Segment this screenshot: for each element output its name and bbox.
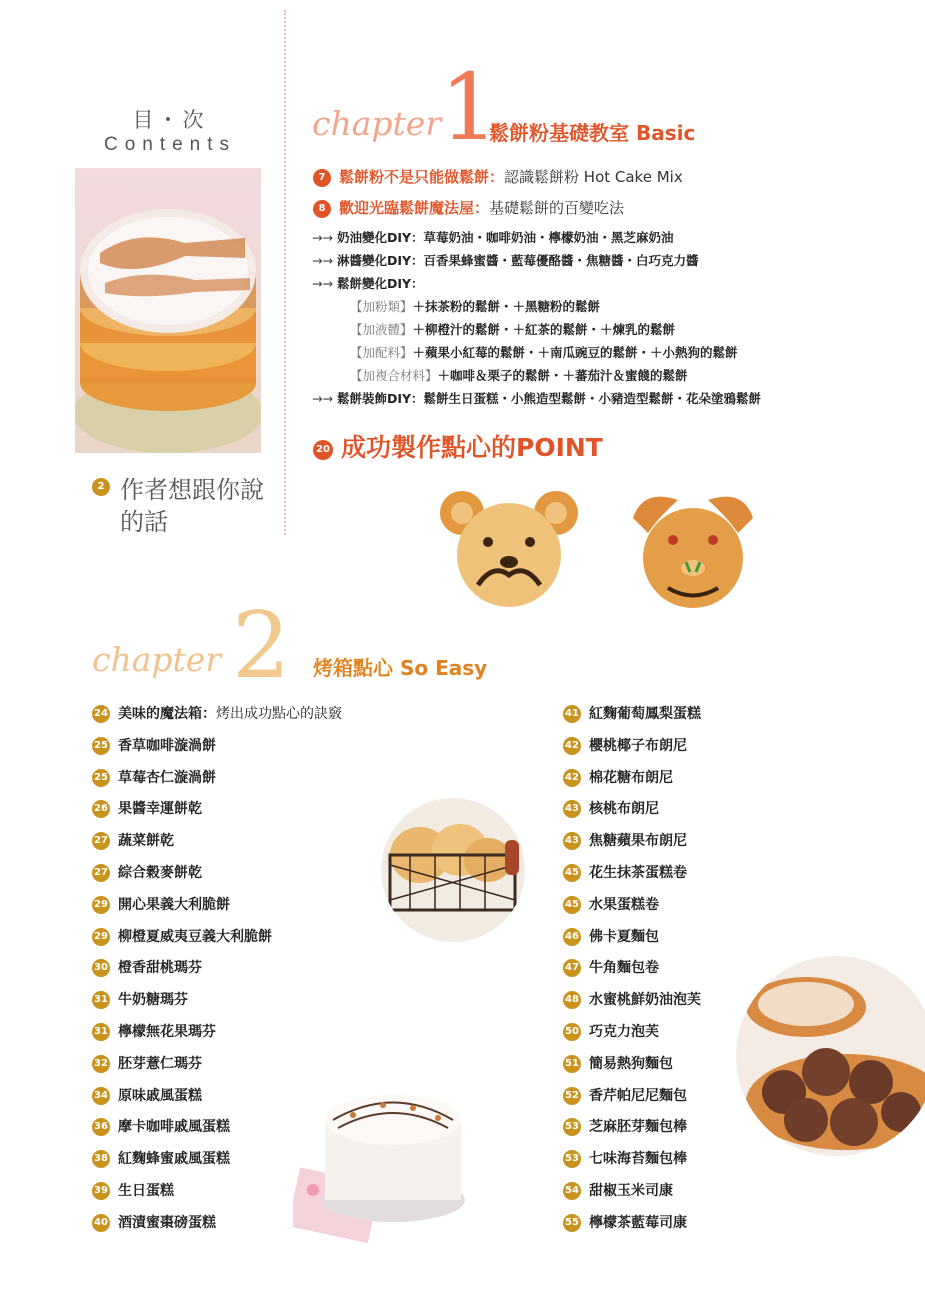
list-item[interactable]: [563, 1212, 687, 1232]
entry-text: 櫻桃椰子布朗尼: [589, 737, 687, 754]
page-badge: 27: [92, 832, 110, 850]
list-item[interactable]: [563, 798, 659, 818]
list-item[interactable]: [563, 1085, 687, 1105]
entry-text: 酒漬蜜棗磅蛋糕: [118, 1214, 216, 1231]
list-item[interactable]: [92, 767, 216, 787]
sub-variation-entry[interactable]: [350, 343, 738, 361]
point-title: 成功製作點心的POINT: [341, 433, 603, 462]
entry-text: 橙香甜桃瑪芬: [118, 960, 202, 977]
chiffon-cake-photo: [293, 1080, 473, 1245]
variation-entry[interactable]: [312, 274, 424, 292]
list-item[interactable]: [92, 1212, 216, 1232]
list-item[interactable]: [92, 894, 230, 914]
page-badge: 42: [563, 737, 581, 755]
page-badge: 41: [563, 705, 581, 723]
list-item[interactable]: [92, 1053, 202, 1073]
list-item[interactable]: [92, 1085, 202, 1105]
list-item[interactable]: [92, 957, 202, 977]
entry-text: ＋蘋果小紅莓的鬆餅・＋南瓜豌豆的鬆餅・＋小熱狗的鬆餅: [412, 345, 738, 360]
toc-title: 目・次: [132, 108, 208, 132]
page-badge: 29: [92, 896, 110, 914]
page-badge: 27: [92, 864, 110, 882]
page-badge: 36: [92, 1118, 110, 1136]
list-item[interactable]: [563, 1180, 673, 1200]
pancake-stack-photo: [75, 168, 261, 453]
list-item[interactable]: [563, 957, 659, 977]
page-badge: 43: [563, 832, 581, 850]
page-badge: 26: [92, 800, 110, 818]
chapter1-title: 鬆餅粉基礎教室 Basic: [489, 121, 696, 145]
sub-variation-entry[interactable]: [350, 320, 675, 338]
bear-pancake-image: [438, 485, 580, 610]
list-item[interactable]: [92, 989, 188, 1009]
entry-highlight: 美味的魔法箱：: [118, 706, 216, 722]
entry-text: 檸檬茶藍莓司康: [589, 1214, 687, 1231]
entry-text: 紅麴蜂蜜戚風蛋糕: [118, 1151, 230, 1168]
page-badge: 30: [92, 959, 110, 977]
list-item[interactable]: [92, 862, 202, 882]
toc-entry[interactable]: [313, 166, 683, 187]
page-badge: 39: [92, 1182, 110, 1200]
entry-text: 淋醬變化DIY：百香果蜂蜜醬・藍莓優酪醬・焦糖醬・白巧克力醬: [336, 253, 699, 268]
page-badge: 55: [563, 1214, 581, 1232]
entry-text: 草莓杏仁漩渦餅: [118, 769, 216, 786]
page-badge: 38: [92, 1150, 110, 1168]
entry-text: 原味戚風蛋糕: [118, 1087, 202, 1104]
sub-variation-label: 【加配料】: [350, 345, 413, 360]
toc-entry[interactable]: [313, 197, 624, 218]
entry-text: 鬆餅裝飾DIY：鬆餅生日蛋糕・小熊造型鬆餅・小豬造型鬆餅・花朵塗鴉鬆餅: [336, 391, 762, 406]
entry-text: ＋柳橙汁的鬆餅・＋紅茶的鬆餅・＋煉乳的鬆餅: [412, 322, 676, 337]
list-item[interactable]: [563, 735, 687, 755]
sub-variation-entry[interactable]: [350, 297, 600, 315]
variation-entry[interactable]: [312, 228, 674, 246]
entry-text: 香草咖啡漩渦餅: [118, 737, 216, 754]
entry-text: 果醬幸運餅乾: [118, 801, 202, 818]
entry-text: 芝麻胚芽麵包棒: [589, 1119, 687, 1136]
page-badge: 47: [563, 959, 581, 977]
list-item[interactable]: [563, 1148, 687, 1168]
list-item[interactable]: [563, 1053, 673, 1073]
entry-text: 核桃布朗尼: [589, 801, 659, 818]
page-badge: 42: [563, 769, 581, 787]
entry-text: 香芹帕尼尼麵包: [589, 1087, 687, 1104]
list-item[interactable]: [92, 1021, 216, 1041]
page-badge: 31: [92, 1023, 110, 1041]
page-badge: 40: [92, 1214, 110, 1232]
sub-variation-label: 【加液體】: [350, 322, 413, 337]
list-item[interactable]: [563, 1021, 659, 1041]
page-badge: 52: [563, 1087, 581, 1105]
list-item[interactable]: [563, 989, 701, 1009]
page-badge: 24: [92, 705, 110, 723]
entry-text: 花生抹茶蛋糕卷: [589, 865, 687, 881]
chocolate-puffs-photo: [736, 952, 925, 1160]
chapter2-word: chapter: [92, 640, 222, 679]
list-item[interactable]: [92, 1116, 230, 1136]
list-item[interactable]: [563, 767, 673, 787]
page-badge: 53: [563, 1150, 581, 1168]
chapter2-title: 烤箱點心 So Easy: [313, 656, 488, 680]
sub-variation-entry[interactable]: [350, 366, 688, 384]
page-badge: 53: [563, 1118, 581, 1136]
page-badge: 46: [563, 928, 581, 946]
entry-text: 生日蛋糕: [118, 1183, 174, 1199]
page-badge: 50: [563, 1023, 581, 1041]
entry-text: 簡易熱狗麵包: [589, 1055, 673, 1072]
entry-text: ＋咖啡＆栗子的鬆餅・＋蕃茄汁＆蜜餞的鬆餅: [437, 368, 688, 383]
list-item[interactable]: [92, 798, 202, 818]
list-item[interactable]: [92, 1180, 174, 1200]
list-item[interactable]: [563, 862, 687, 882]
arrow-icon: →→: [312, 391, 333, 406]
page-badge: 54: [563, 1182, 581, 1200]
entry-text: 佛卡夏麵包: [589, 928, 659, 945]
list-item[interactable]: [92, 1148, 230, 1168]
list-item[interactable]: [92, 735, 216, 755]
chapter1-word: chapter: [312, 104, 442, 143]
entry-highlight: 歡迎光臨鬆餅魔法屋：: [339, 199, 490, 217]
sub-variation-label: 【加複合材料】: [350, 368, 438, 383]
page-badge: 25: [92, 737, 110, 755]
entry-text: ＋抹茶粉的鬆餅・＋黑糖粉的鬆餅: [412, 299, 601, 314]
decoration-entry[interactable]: [312, 389, 761, 407]
variation-entry[interactable]: [312, 251, 699, 269]
page-badge: 43: [563, 800, 581, 818]
page-badge: 45: [563, 896, 581, 914]
page-badge: 2: [92, 478, 110, 496]
chapter2-right-list: [563, 703, 763, 1238]
entry-text: 紅麴葡萄鳳梨蛋糕: [589, 706, 701, 722]
chapter2-digit: 2: [232, 592, 291, 699]
list-item[interactable]: [563, 1116, 687, 1136]
entry-text: 柳橙夏威夷豆義大利脆餅: [118, 928, 272, 945]
arrow-icon: →→: [312, 276, 333, 291]
page-badge: 32: [92, 1055, 110, 1073]
page-badge: 34: [92, 1087, 110, 1105]
page-badge: 7: [313, 169, 331, 187]
chapter1-digit: 1: [440, 54, 499, 161]
page-badge: 31: [92, 991, 110, 1009]
entry-text: 棉花糖布朗尼: [589, 769, 673, 786]
page-badge: 29: [92, 928, 110, 946]
arrow-icon: →→: [312, 230, 333, 245]
arrow-icon: →→: [312, 253, 333, 268]
entry-text: 巧克力泡芙: [589, 1024, 659, 1040]
entry-text: 綜合穀麥餅乾: [118, 865, 202, 881]
entry-text: 奶油變化DIY：草莓奶油・咖啡奶油・檸檬奶油・黑芝麻奶油: [336, 230, 674, 245]
entry-text: 甜椒玉米司康: [589, 1183, 673, 1199]
entry-text: 烤出成功點心的訣竅: [216, 706, 342, 722]
page-badge: 48: [563, 991, 581, 1009]
list-item[interactable]: [563, 830, 687, 850]
pig-pancake-image: [628, 488, 758, 610]
point-entry[interactable]: [313, 428, 603, 464]
toc-subtitle: Contents: [103, 134, 237, 155]
entry-text: 焦糖蘋果布朗尼: [589, 833, 687, 850]
entry-text: 牛角麵包卷: [589, 960, 659, 977]
column-divider: [284, 10, 286, 535]
entry-text: 認識鬆餅粉 Hot Cake Mix: [504, 168, 683, 186]
page-badge: 51: [563, 1055, 581, 1073]
list-item[interactable]: [563, 926, 659, 946]
entry-text: 摩卡咖啡戚風蛋糕: [118, 1119, 230, 1136]
entry-text: 水果蛋糕卷: [589, 896, 659, 913]
list-item[interactable]: [563, 894, 659, 914]
list-item[interactable]: [92, 830, 174, 850]
sub-variation-label: 【加粉類】: [350, 299, 413, 314]
entry-text: 水蜜桃鮮奶油泡芙: [589, 992, 701, 1009]
page-badge: 20: [313, 440, 333, 460]
list-item[interactable]: [563, 703, 701, 723]
author-note-title: 作者想跟你說的話: [120, 476, 264, 536]
page-badge: 45: [563, 864, 581, 882]
page-badge: 8: [313, 200, 331, 218]
entry-text: 牛奶糖瑪芬: [118, 992, 188, 1009]
page-badge: 25: [92, 769, 110, 787]
cookie-basket-photo: [380, 795, 526, 945]
list-item[interactable]: [92, 926, 272, 946]
entry-text: 七味海苔麵包棒: [589, 1151, 687, 1168]
entry-text: 檸檬無花果瑪芬: [118, 1024, 216, 1040]
entry-highlight: 鬆餅粉不是只能做鬆餅：: [339, 168, 505, 186]
entry-text: 蔬菜餅乾: [118, 833, 174, 850]
entry-text: 鬆餅變化DIY：: [336, 276, 424, 291]
entry-text: 基礎鬆餅的百變吃法: [489, 199, 625, 217]
entry-text: 開心果義大利脆餅: [118, 896, 230, 913]
list-item[interactable]: [92, 703, 342, 723]
entry-text: 胚芽薏仁瑪芬: [118, 1055, 202, 1072]
